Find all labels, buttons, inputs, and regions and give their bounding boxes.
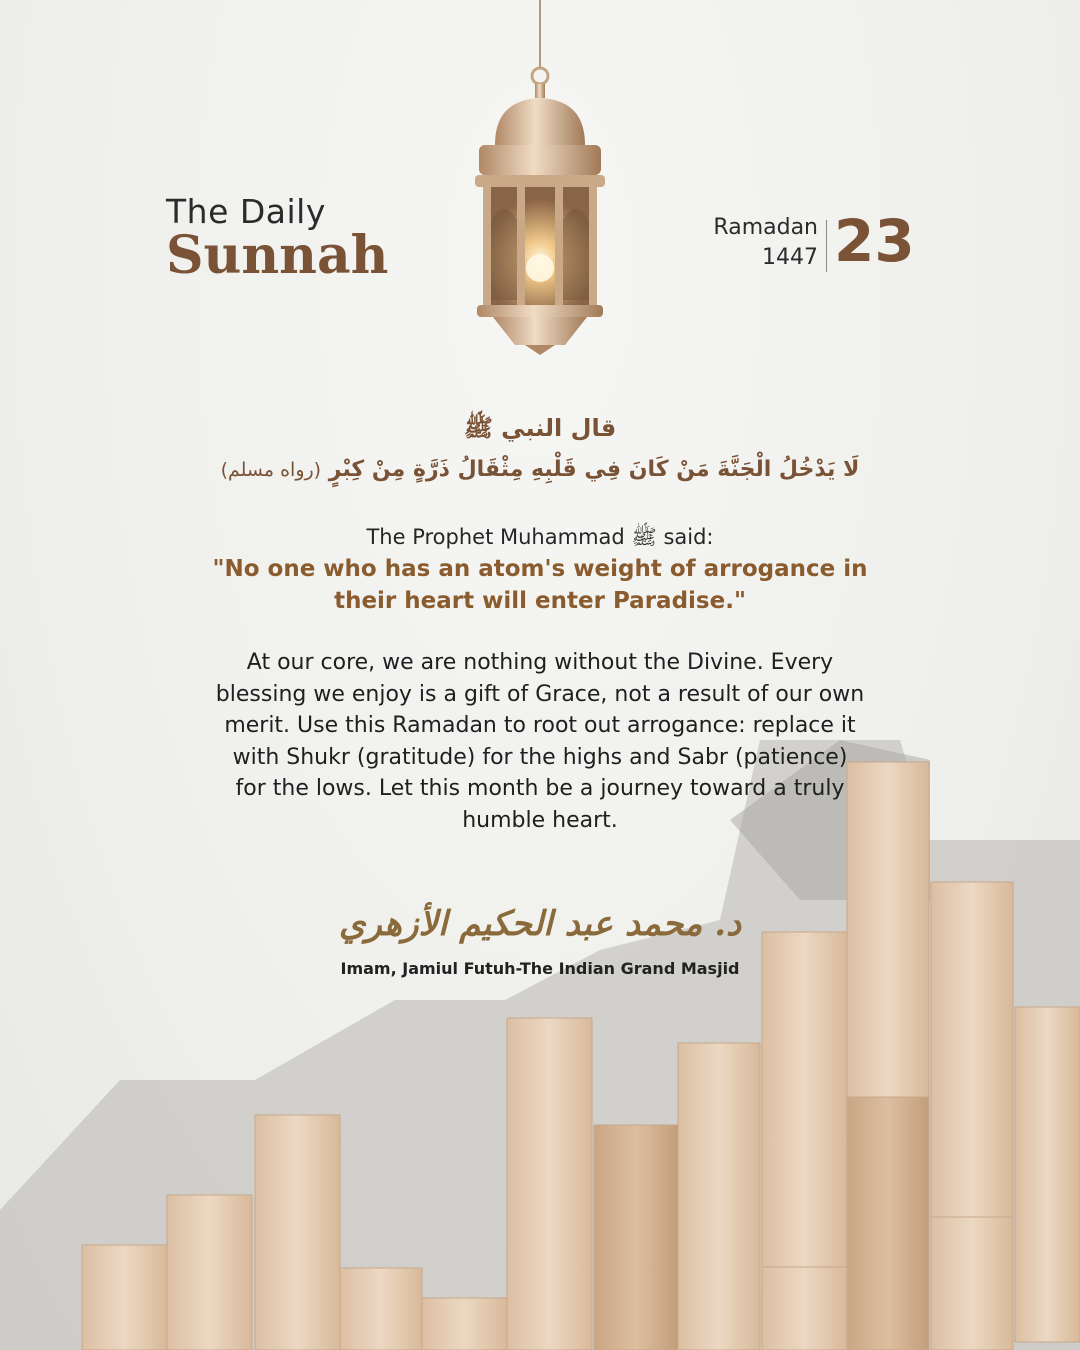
arabic-hadith [0,452,1080,488]
english-intro: The Prophet Muhammad ﷺ said: [366,525,714,549]
brand-line1: The Daily [166,192,326,231]
signature-caption: Imam, Jamiul Futuh-The Indian Grand Masjid [340,959,740,978]
date-block [700,207,930,275]
lantern-icon [465,0,615,360]
brand-title [166,192,389,286]
english-quote: "No one who has an atom's weight of arrogance in their heart will enter Paradise." [212,556,868,614]
date-divider [826,220,827,272]
signature-calligraphy: د. محمد عبد الحكيم الأزهري [338,904,742,944]
arabic-hadith-text: لَا يَدْخُلُ الْجَنَّةَ مَنْ كَانَ فِي قَلْبِهِ مِثْقَالُ ذَرَّةٍ مِنْ كِبْرٍ [328,457,860,482]
brand-line2: Sunnah [166,225,389,286]
english-body: At our core, we are nothing without the Divine. Every blessing we enjoy is a gift of Grace, not a result of our own merit. Use this Ramadan to root out arrogance: replace it with Shukr (gratitude) for the highs and Sabr (patience) for the lows. Let this month be a journey toward a truly humble heart. [215,650,865,833]
date-month: Ramadan [713,215,818,240]
arabic-hadith-source: (رواه مسلم) [220,459,322,481]
arabic-title: قال النبي ﷺ [463,414,617,442]
date-year: 1447 [762,245,818,270]
date-day: 23 [834,207,915,275]
